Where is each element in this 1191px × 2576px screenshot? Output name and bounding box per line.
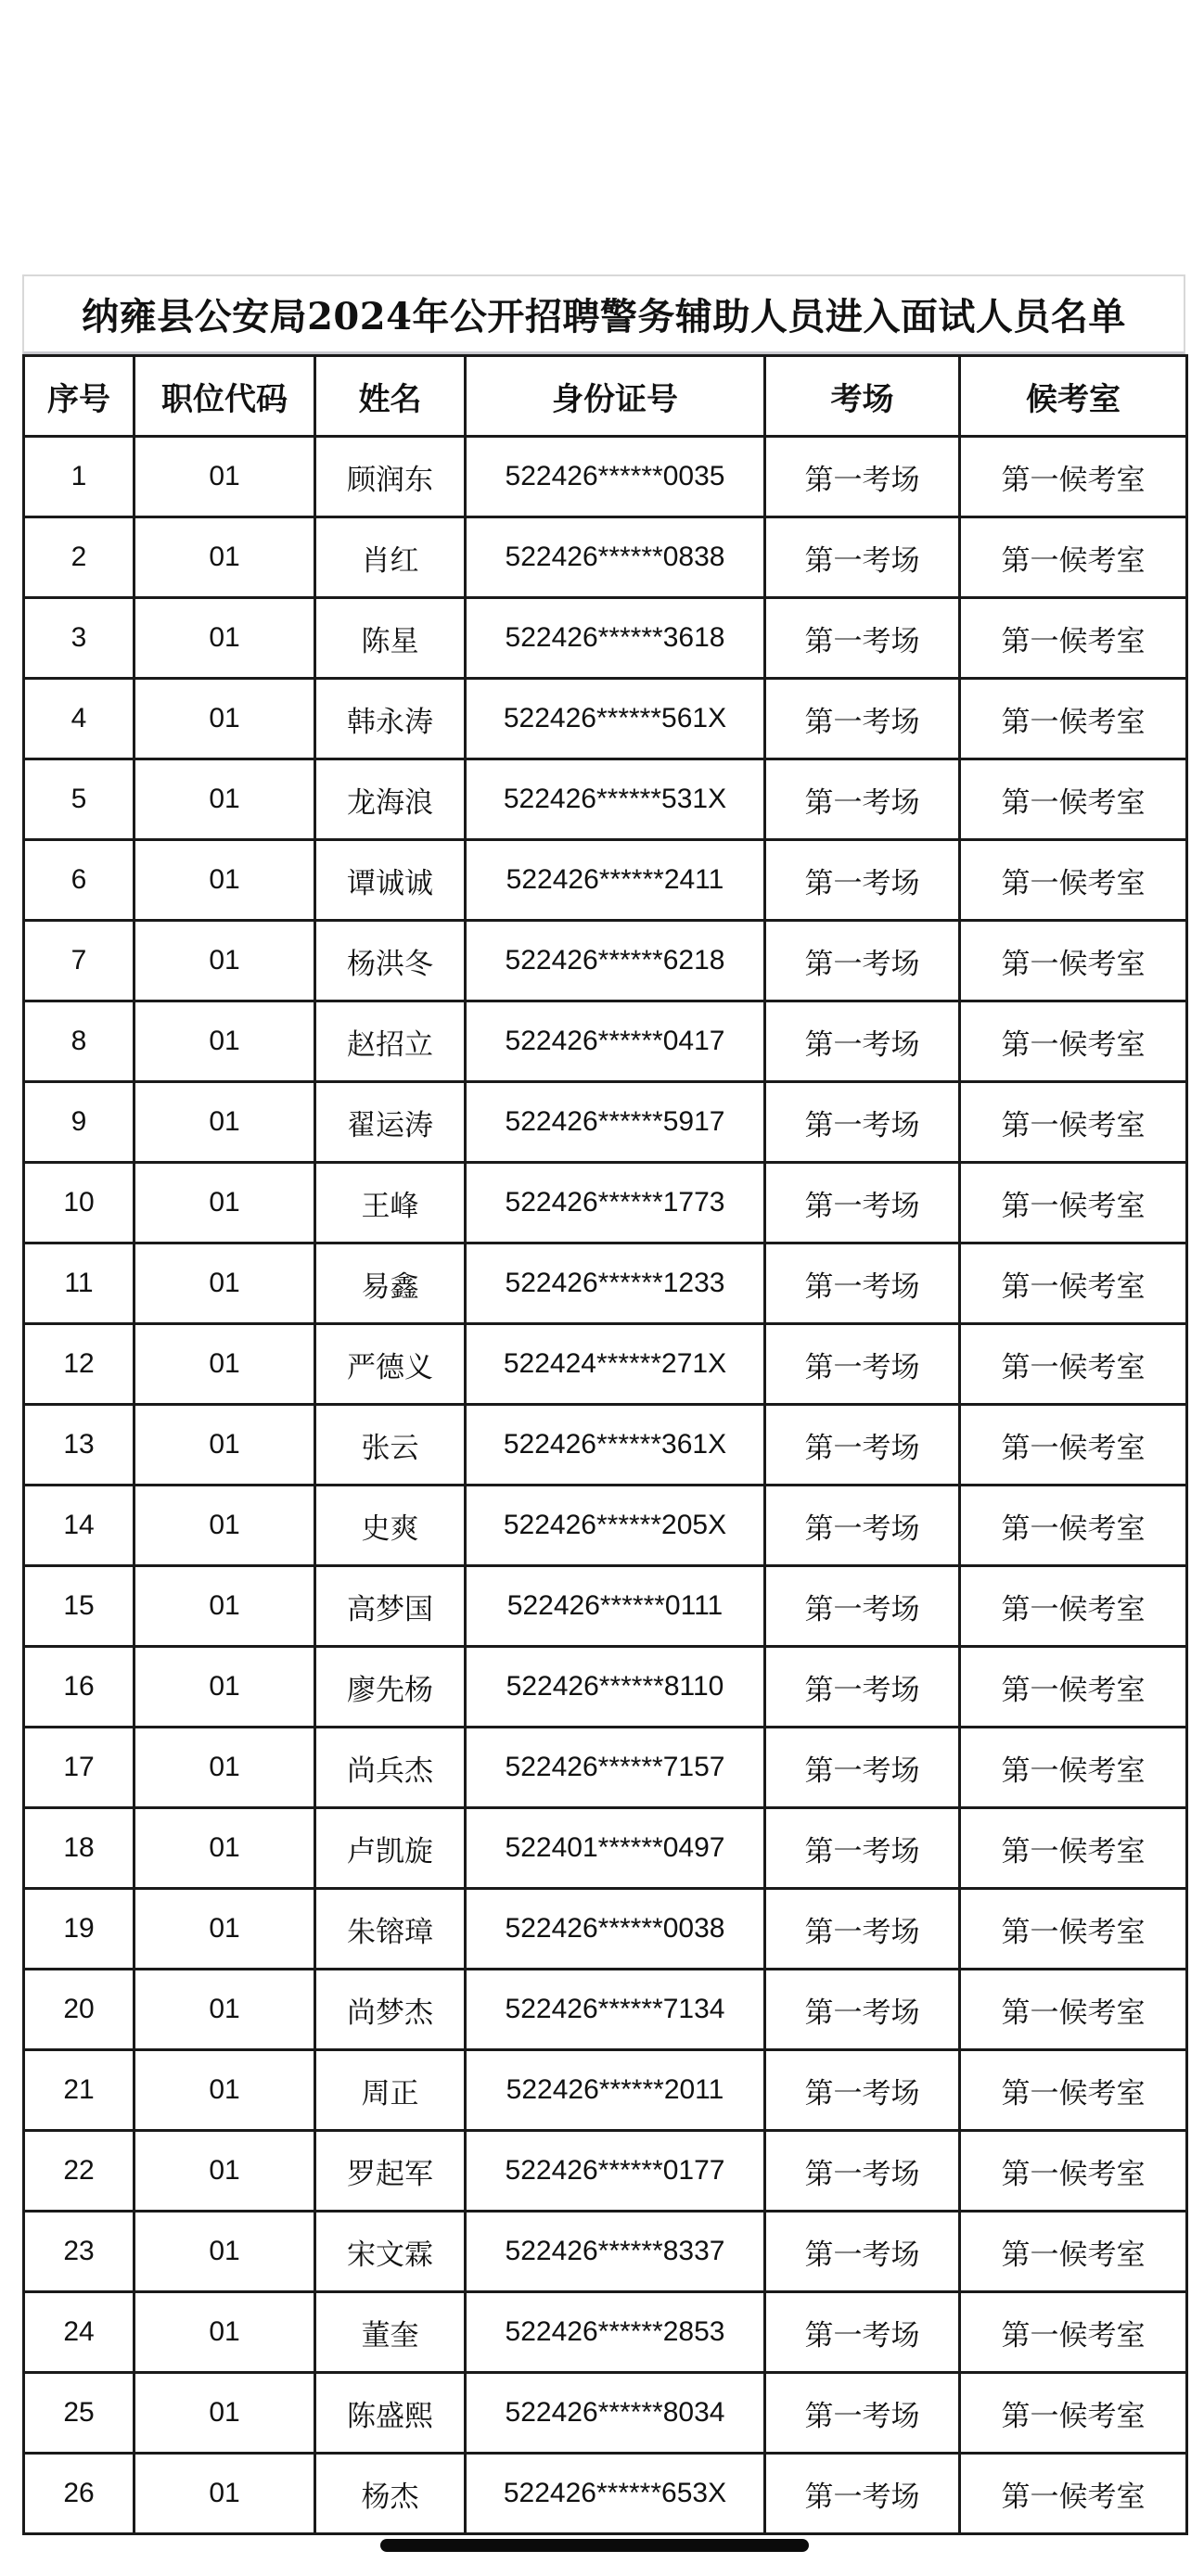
- cell-position-code: 01: [134, 1405, 315, 1486]
- cell-name: 韩永涛: [315, 679, 466, 759]
- cell-waiting-room: 第一候考室: [960, 598, 1187, 679]
- cell-id-number: 522426******8110: [466, 1647, 765, 1728]
- cell-name: 尚梦杰: [315, 1970, 466, 2050]
- table-row: [24, 2373, 1187, 2454]
- cell-position-code: 01: [134, 679, 315, 759]
- cell-exam-hall: 第一考场: [765, 840, 960, 921]
- cell-waiting-room: 第一候考室: [960, 921, 1187, 1001]
- table-row: [24, 2292, 1187, 2373]
- cell-id-number: 522426******8337: [466, 2212, 765, 2292]
- cell-name: 张云: [315, 1405, 466, 1486]
- cell-position-code: 01: [134, 759, 315, 840]
- document-title: 纳雍县公安局2024年公开招聘警务辅助人员进入面试人员名单: [22, 274, 1185, 354]
- cell-name: 谭诚诚: [315, 840, 466, 921]
- cell-position-code: 01: [134, 1970, 315, 2050]
- cell-waiting-room: 第一候考室: [960, 1001, 1187, 1082]
- cell-position-code: 01: [134, 1243, 315, 1324]
- cell-position-code: 01: [134, 1889, 315, 1970]
- cell-name: 卢凯旋: [315, 1808, 466, 1889]
- cell-waiting-room: 第一候考室: [960, 2292, 1187, 2373]
- cell-id-number: 522426******2011: [466, 2050, 765, 2131]
- cell-waiting-room: 第一候考室: [960, 517, 1187, 598]
- table-row: [24, 1001, 1187, 1082]
- cell-exam-hall: 第一考场: [765, 2212, 960, 2292]
- cell-id-number: 522426******7157: [466, 1728, 765, 1808]
- header-id-number: 身份证号: [466, 356, 765, 437]
- cell-id-number: 522426******0838: [466, 517, 765, 598]
- cell-name: 王峰: [315, 1163, 466, 1243]
- header-name: 姓名: [315, 356, 466, 437]
- cell-waiting-room: 第一候考室: [960, 437, 1187, 517]
- cell-seq: 16: [24, 1647, 134, 1728]
- cell-id-number: 522426******2411: [466, 840, 765, 921]
- cell-name: 史爽: [315, 1486, 466, 1566]
- cell-position-code: 01: [134, 437, 315, 517]
- cell-id-number: 522426******361X: [466, 1405, 765, 1486]
- cell-seq: 26: [24, 2454, 134, 2534]
- cell-seq: 21: [24, 2050, 134, 2131]
- cell-name: 龙海浪: [315, 759, 466, 840]
- cell-id-number: 522424******271X: [466, 1324, 765, 1405]
- cell-seq: 23: [24, 2212, 134, 2292]
- table-body: [24, 437, 1187, 2534]
- cell-name: 朱镕璋: [315, 1889, 466, 1970]
- cell-position-code: 01: [134, 1647, 315, 1728]
- table-row: [24, 1566, 1187, 1647]
- candidate-table: [22, 354, 1188, 2535]
- cell-exam-hall: 第一考场: [765, 1486, 960, 1566]
- cell-name: 严德义: [315, 1324, 466, 1405]
- table-row: [24, 1970, 1187, 2050]
- table-row: [24, 921, 1187, 1001]
- cell-seq: 18: [24, 1808, 134, 1889]
- cell-exam-hall: 第一考场: [765, 1243, 960, 1324]
- cell-id-number: 522426******205X: [466, 1486, 765, 1566]
- cell-name: 廖先杨: [315, 1647, 466, 1728]
- cell-waiting-room: 第一候考室: [960, 679, 1187, 759]
- cell-name: 翟运涛: [315, 1082, 466, 1163]
- cell-position-code: 01: [134, 598, 315, 679]
- cell-waiting-room: 第一候考室: [960, 1082, 1187, 1163]
- cell-position-code: 01: [134, 2212, 315, 2292]
- table-row: [24, 1082, 1187, 1163]
- cell-exam-hall: 第一考场: [765, 759, 960, 840]
- cell-position-code: 01: [134, 1808, 315, 1889]
- cell-id-number: 522426******531X: [466, 759, 765, 840]
- cell-position-code: 01: [134, 1163, 315, 1243]
- cell-seq: 20: [24, 1970, 134, 2050]
- cell-exam-hall: 第一考场: [765, 598, 960, 679]
- table-row: [24, 1243, 1187, 1324]
- cell-waiting-room: 第一候考室: [960, 1889, 1187, 1970]
- cell-id-number: 522426******3618: [466, 598, 765, 679]
- cell-seq: 13: [24, 1405, 134, 1486]
- header-position-code: 职位代码: [134, 356, 315, 437]
- cell-name: 周正: [315, 2050, 466, 2131]
- cell-waiting-room: 第一候考室: [960, 2050, 1187, 2131]
- cell-waiting-room: 第一候考室: [960, 1566, 1187, 1647]
- cell-waiting-room: 第一候考室: [960, 2454, 1187, 2534]
- header-seq: 序号: [24, 356, 134, 437]
- cell-position-code: 01: [134, 1486, 315, 1566]
- cell-position-code: 01: [134, 1728, 315, 1808]
- table-row: [24, 2454, 1187, 2534]
- cell-waiting-room: 第一候考室: [960, 1808, 1187, 1889]
- cell-exam-hall: 第一考场: [765, 2454, 960, 2534]
- cell-seq: 19: [24, 1889, 134, 1970]
- cell-exam-hall: 第一考场: [765, 1405, 960, 1486]
- table-row: [24, 2131, 1187, 2212]
- cell-waiting-room: 第一候考室: [960, 759, 1187, 840]
- cell-id-number: 522426******0038: [466, 1889, 765, 1970]
- table-header-row: [24, 356, 1187, 437]
- cell-exam-hall: 第一考场: [765, 1082, 960, 1163]
- cell-seq: 12: [24, 1324, 134, 1405]
- cell-id-number: 522426******5917: [466, 1082, 765, 1163]
- cell-exam-hall: 第一考场: [765, 1970, 960, 2050]
- cell-id-number: 522426******1773: [466, 1163, 765, 1243]
- cell-exam-hall: 第一考场: [765, 1163, 960, 1243]
- cell-name: 肖红: [315, 517, 466, 598]
- cell-seq: 24: [24, 2292, 134, 2373]
- home-indicator[interactable]: [380, 2539, 809, 2552]
- cell-waiting-room: 第一候考室: [960, 1486, 1187, 1566]
- cell-position-code: 01: [134, 2454, 315, 2534]
- header-exam-hall: 考场: [765, 356, 960, 437]
- cell-seq: 22: [24, 2131, 134, 2212]
- cell-exam-hall: 第一考场: [765, 2050, 960, 2131]
- table-row: [24, 840, 1187, 921]
- cell-position-code: 01: [134, 921, 315, 1001]
- cell-id-number: 522426******561X: [466, 679, 765, 759]
- table-row: [24, 1647, 1187, 1728]
- table-row: [24, 1889, 1187, 1970]
- table-row: [24, 1486, 1187, 1566]
- cell-name: 宋文霖: [315, 2212, 466, 2292]
- cell-seq: 10: [24, 1163, 134, 1243]
- table-row: [24, 437, 1187, 517]
- cell-id-number: 522426******6218: [466, 921, 765, 1001]
- cell-waiting-room: 第一候考室: [960, 1405, 1187, 1486]
- cell-exam-hall: 第一考场: [765, 437, 960, 517]
- cell-waiting-room: 第一候考室: [960, 1243, 1187, 1324]
- cell-waiting-room: 第一候考室: [960, 1163, 1187, 1243]
- cell-waiting-room: 第一候考室: [960, 1970, 1187, 2050]
- cell-position-code: 01: [134, 2373, 315, 2454]
- cell-waiting-room: 第一候考室: [960, 1324, 1187, 1405]
- cell-id-number: 522426******0111: [466, 1566, 765, 1647]
- cell-name: 董奎: [315, 2292, 466, 2373]
- cell-position-code: 01: [134, 840, 315, 921]
- table-row: [24, 2212, 1187, 2292]
- cell-seq: 6: [24, 840, 134, 921]
- cell-id-number: 522426******2853: [466, 2292, 765, 2373]
- cell-seq: 17: [24, 1728, 134, 1808]
- cell-seq: 2: [24, 517, 134, 598]
- table-row: [24, 1163, 1187, 1243]
- cell-name: 顾润东: [315, 437, 466, 517]
- cell-id-number: 522426******7134: [466, 1970, 765, 2050]
- cell-position-code: 01: [134, 1566, 315, 1647]
- table-row: [24, 759, 1187, 840]
- cell-seq: 9: [24, 1082, 134, 1163]
- cell-exam-hall: 第一考场: [765, 1647, 960, 1728]
- table-row: [24, 1728, 1187, 1808]
- cell-position-code: 01: [134, 1324, 315, 1405]
- cell-name: 赵招立: [315, 1001, 466, 1082]
- cell-exam-hall: 第一考场: [765, 1728, 960, 1808]
- cell-exam-hall: 第一考场: [765, 1808, 960, 1889]
- cell-id-number: 522426******0417: [466, 1001, 765, 1082]
- cell-exam-hall: 第一考场: [765, 2292, 960, 2373]
- cell-waiting-room: 第一候考室: [960, 1728, 1187, 1808]
- cell-waiting-room: 第一候考室: [960, 2212, 1187, 2292]
- cell-name: 易鑫: [315, 1243, 466, 1324]
- cell-seq: 5: [24, 759, 134, 840]
- cell-exam-hall: 第一考场: [765, 1001, 960, 1082]
- cell-name: 杨杰: [315, 2454, 466, 2534]
- cell-seq: 11: [24, 1243, 134, 1324]
- cell-position-code: 01: [134, 2131, 315, 2212]
- cell-name: 陈盛熙: [315, 2373, 466, 2454]
- cell-waiting-room: 第一候考室: [960, 1647, 1187, 1728]
- cell-name: 高梦国: [315, 1566, 466, 1647]
- cell-waiting-room: 第一候考室: [960, 840, 1187, 921]
- cell-waiting-room: 第一候考室: [960, 2373, 1187, 2454]
- cell-seq: 4: [24, 679, 134, 759]
- cell-exam-hall: 第一考场: [765, 517, 960, 598]
- cell-name: 杨洪冬: [315, 921, 466, 1001]
- cell-id-number: 522426******653X: [466, 2454, 765, 2534]
- cell-exam-hall: 第一考场: [765, 2131, 960, 2212]
- cell-id-number: 522426******0177: [466, 2131, 765, 2212]
- cell-seq: 3: [24, 598, 134, 679]
- cell-waiting-room: 第一候考室: [960, 2131, 1187, 2212]
- cell-exam-hall: 第一考场: [765, 921, 960, 1001]
- cell-exam-hall: 第一考场: [765, 1324, 960, 1405]
- cell-seq: 25: [24, 2373, 134, 2454]
- table-row: [24, 1324, 1187, 1405]
- cell-position-code: 01: [134, 1082, 315, 1163]
- cell-name: 陈星: [315, 598, 466, 679]
- cell-seq: 1: [24, 437, 134, 517]
- cell-exam-hall: 第一考场: [765, 1889, 960, 1970]
- table-row: [24, 517, 1187, 598]
- table-row: [24, 1405, 1187, 1486]
- cell-exam-hall: 第一考场: [765, 2373, 960, 2454]
- cell-position-code: 01: [134, 2292, 315, 2373]
- table-row: [24, 598, 1187, 679]
- cell-id-number: 522426******8034: [466, 2373, 765, 2454]
- table-row: [24, 2050, 1187, 2131]
- cell-seq: 14: [24, 1486, 134, 1566]
- cell-name: 罗起军: [315, 2131, 466, 2212]
- cell-id-number: 522426******1233: [466, 1243, 765, 1324]
- cell-exam-hall: 第一考场: [765, 679, 960, 759]
- cell-seq: 8: [24, 1001, 134, 1082]
- cell-name: 尚兵杰: [315, 1728, 466, 1808]
- cell-exam-hall: 第一考场: [765, 1566, 960, 1647]
- table-row: [24, 1808, 1187, 1889]
- document-sheet: [22, 274, 1185, 2535]
- cell-position-code: 01: [134, 1001, 315, 1082]
- table-row: [24, 679, 1187, 759]
- cell-position-code: 01: [134, 2050, 315, 2131]
- cell-seq: 7: [24, 921, 134, 1001]
- cell-seq: 15: [24, 1566, 134, 1647]
- header-waiting-room: 候考室: [960, 356, 1187, 437]
- cell-id-number: 522401******0497: [466, 1808, 765, 1889]
- cell-id-number: 522426******0035: [466, 437, 765, 517]
- cell-position-code: 01: [134, 517, 315, 598]
